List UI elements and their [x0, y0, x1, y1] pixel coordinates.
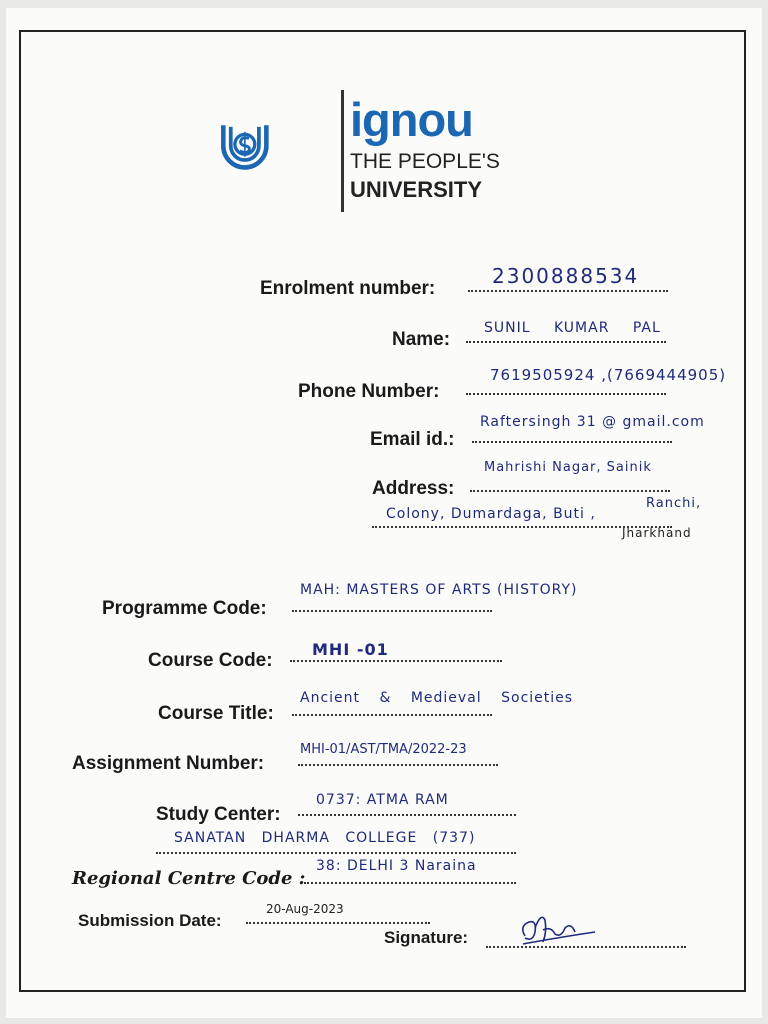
regional-centre-line — [304, 882, 516, 884]
assignment-number-line — [298, 764, 498, 766]
course-code-line — [290, 660, 502, 662]
address-value-2b: Ranchi, — [646, 496, 702, 511]
course-title-label: Course Title: — [158, 703, 274, 724]
address-value-3: Jharkhand — [622, 526, 692, 540]
phone-label: Phone Number: — [298, 381, 440, 402]
signature-label: Signature: — [384, 928, 469, 947]
page-border — [19, 30, 746, 992]
study-center-line — [298, 814, 516, 816]
signature-mark-icon — [515, 908, 605, 948]
address-label: Address: — [372, 478, 455, 499]
address-value-2: Colony, Dumardaga, Buti , — [386, 506, 596, 522]
logo-tagline-1: THE PEOPLE'S — [350, 150, 500, 173]
regional-centre-value: 38: DELHI 3 Naraina — [316, 858, 477, 874]
programme-code-label: Programme Code: — [102, 598, 267, 619]
email-line — [472, 441, 672, 443]
assignment-number-value: MHI-01/AST/TMA/2022-23 — [300, 742, 467, 757]
submission-date-value: 20-Aug-2023 — [266, 902, 344, 916]
assignment-number-label: Assignment Number: — [72, 753, 265, 774]
course-title-line — [292, 714, 492, 716]
logo-tagline-2: UNIVERSITY — [350, 177, 483, 202]
ignou-logo-icon — [220, 92, 340, 204]
enrolment-value: 2300888534 — [492, 264, 640, 288]
email-value: Raftersingh 31 @ gmail.com — [480, 414, 705, 430]
enrolment-label: Enrolment number: — [260, 278, 436, 299]
study-center-value: 0737: ATMA RAM — [316, 792, 449, 808]
course-code-value: MHI -01 — [312, 640, 389, 659]
logo-brand: ignou — [350, 93, 473, 146]
programme-code-line — [292, 610, 492, 612]
name-line — [466, 341, 666, 343]
course-code-label: Course Code: — [148, 650, 273, 671]
submission-date-line — [246, 922, 430, 924]
email-label: Email id.: — [370, 429, 455, 450]
submission-date-label: Submission Date: — [78, 911, 222, 930]
logo-divider — [341, 90, 344, 212]
phone-line — [466, 393, 666, 395]
address-value-1: Mahrishi Nagar, Sainik — [484, 460, 652, 475]
programme-code-value: MAH: MASTERS OF ARTS (HISTORY) — [300, 582, 578, 598]
name-label: Name: — [392, 329, 451, 350]
regional-centre-label: Regional Centre Code : — [72, 868, 306, 889]
name-value: SUNIL KUMAR PAL — [484, 320, 661, 336]
phone-value: 7619505924 ,(7669444905) — [490, 366, 727, 384]
address-line-1 — [470, 490, 670, 492]
course-title-value: Ancient & Medieval Societies — [300, 690, 574, 706]
enrolment-line — [468, 290, 668, 292]
study-center-line-2 — [156, 852, 516, 854]
study-center-value-2: SANATAN DHARMA COLLEGE (737) — [174, 830, 476, 846]
study-center-label: Study Center: — [156, 804, 281, 825]
